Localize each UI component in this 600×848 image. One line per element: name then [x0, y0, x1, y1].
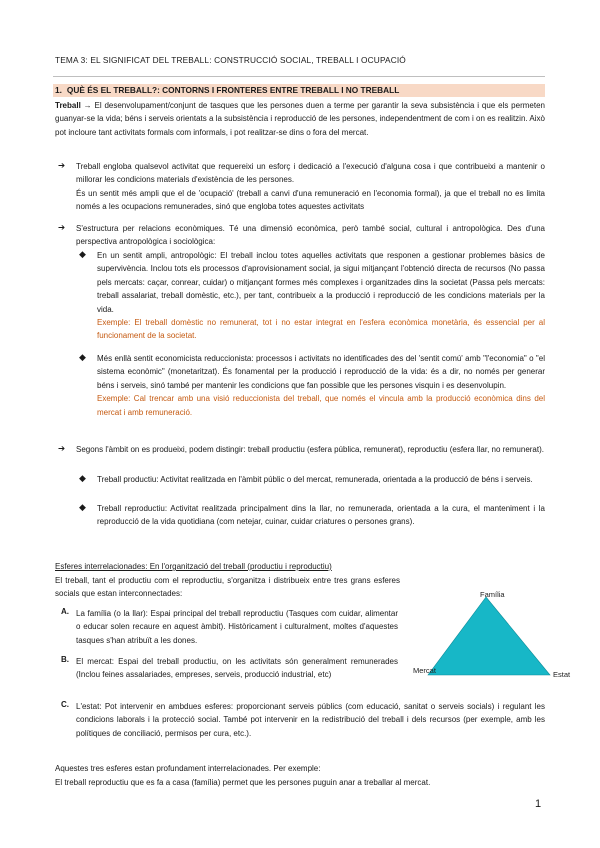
sub-bullet-2 [97, 352, 545, 419]
sub-bullet-2-text: Més enllà sentit economicista reduccionista: processos i activitats no identificades des del 'sentit comú' amb "l'economia" o "el sistema econòmic" (monetaritzat). És fonamental per la producció i reproducció de la vida: és a dir, no només per generar béns i serveis, sinó també per mantenir les condicions que fan possible que les persones visquin i es desenvolupin. [97, 354, 545, 390]
sphere-item-market: El mercat: Espai del treball productiu, on les activitats són generalment remunerades (Inclou feines assalariades, empreses, serveis, producció industrial, etc) [76, 657, 398, 680]
triangle-shape [428, 597, 550, 675]
section-title: QUÈ ÉS EL TREBALL?: CONTORNS I FRONTERES ENTRE TREBALL I NO TREBALL [66, 85, 400, 95]
arrow-bullet-icon: ➔ [58, 222, 66, 232]
item-letter: A. [61, 607, 69, 616]
diagram-label-market: Mercat [413, 666, 436, 675]
bullet-3: Segons l'àmbit on es produeixi, podem distingir: treball productiu (esfera pública, remunerat), reproductiu (esfera llar, no remunerat). [76, 445, 544, 454]
sub-bullet-1-example: Exemple: El treball domèstic no remunerat, tot i no estar integrat en l'esfera econòmica monetària, és essencial per al funcionament de la societat. [97, 318, 545, 341]
diagram-label-family: Família [480, 590, 505, 599]
diamond-bullet-icon: ◆ [79, 473, 86, 483]
intro-term: Treball [55, 101, 81, 110]
bullet-1 [76, 160, 545, 214]
spheres-example: El treball reproductiu que es fa a casa (família) permet que les persones puguin anar a treballar al mercat. [55, 778, 431, 787]
diamond-bullet-icon: ◆ [79, 249, 86, 259]
page-number: 1 [535, 798, 542, 810]
spheres-closing: Aquestes tres esferes estan profundament interrelacionades. Per exemple: [55, 764, 321, 773]
sub-bullet-4: Treball reproductiu: Activitat realitzada principalment dins la llar, no remunerada, orientada a la cura, el manteniment i la reproducció de la vida quotidiana (com netejar, cuinar, cuidar criatures o persones grans). [97, 504, 545, 527]
spheres-triangle-diagram [420, 585, 555, 685]
sub-bullet-1-text: En un sentit ampli, antropològic: El treball inclou totes aquelles activitats que responen a gestionar problemes bàsics de supervivència. Inclou tots els processos d'aprovisionament social, ja sigui mitjançant l'obtenció directa de recursos (No passa pels mercats: caçar, conrear, cuidar) o mitjançant formes més complexes i organitzades dins la societat (Passa pels mercats: treball assalariat, treball domèstic, etc.), per tant, contribueix a la producció i reproducció de les condicions materials per la vida. [97, 251, 545, 314]
sphere-item-family: La família (o la llar): Espai principal del treball reproductiu (Tasques com cuidar, alimentar o educar solen recaure en aquest àmbit). Històricament i culturalment, moltes d'aquestes tasques s'han atribuït a les dones. [76, 609, 398, 645]
bullet-1-text-a: Treball engloba qualsevol activitat que requereixi un esforç i dedicació a l'execució d'alguna cosa i que contribueixi a mantenir o millorar les condicions materials d'existència de les persones. [76, 162, 545, 185]
arrow-icon: → [83, 101, 92, 110]
spheres-intro: El treball, tant el productiu com el reproductiu, s'organitza i distribueix entre tres grans esferes socials que estan interconnectades: [55, 576, 400, 599]
diamond-bullet-icon: ◆ [79, 502, 86, 512]
diagram-label-state: Estat [553, 670, 571, 679]
intro-text: El desenvolupament/conjunt de tasques que les persones duen a terme per garantir la seva subsistència i que els permeten guanyar-se la vida; béns i serveis orientats a la subsistència i reproducció de les persones, independentment de com i on es realitzin. Això pot incloure tant activitats formals com informals, i pot realitzar-se dins o fora del mercat. [55, 101, 545, 137]
bullet-1-text-b: És un sentit més ampli que el de 'ocupació' (treball a canvi d'una remuneració en l'economia formal), ja que el treball no es limita només a les ocupacions remunerades, sinó que engloba totes aquestes activitats [76, 188, 545, 212]
arrow-bullet-icon: ➔ [58, 443, 66, 453]
spheres-heading: Esferes interrelacionades: En l'organització del treball (productiu i reproductiu) [55, 562, 332, 571]
bullet-2: S'estructura per relacions econòmiques. Té una dimensió econòmica, però també social, cultural i antropològica. Des d'una perspectiva antropològica i sociològica: [76, 224, 545, 247]
sphere-item-state: L'estat: Pot intervenir en ambdues esferes: proporcionant serveis públics (com educació, sanitat o serveis socials) i regulant les condicions laborals i la protecció social. També pot intervenir en la redistribució del treball i dels recursos (per exemple, amb les polítiques de conciliació, permisos per cura, etc.). [76, 702, 545, 738]
sub-bullet-1 [97, 249, 545, 343]
diamond-bullet-icon: ◆ [79, 352, 86, 362]
title-rule [53, 76, 545, 77]
item-letter: C. [61, 700, 69, 709]
sub-bullet-2-example: Exemple: Cal trencar amb una visió reduccionista del treball, que només el vincula amb la producció econòmica dins del mercat i amb remuneració. [97, 394, 545, 417]
sub-bullet-3: Treball productiu: Activitat realitzada en l'àmbit públic o del mercat, remunerada, orientada a la producció de béns i serveis. [97, 475, 533, 484]
arrow-bullet-icon: ➔ [58, 160, 66, 170]
item-letter: B. [61, 655, 69, 664]
intro-paragraph [55, 99, 545, 139]
page-title: TEMA 3: EL SIGNIFICAT DEL TREBALL: CONSTRUCCIÓ SOCIAL, TREBALL I OCUPACIÓ [55, 55, 406, 65]
section-heading [53, 84, 545, 97]
section-number: 1. [55, 85, 62, 95]
